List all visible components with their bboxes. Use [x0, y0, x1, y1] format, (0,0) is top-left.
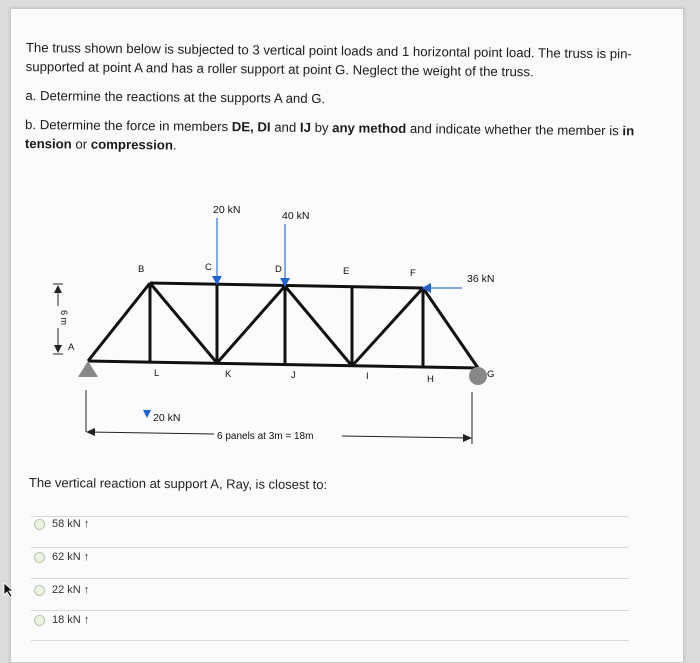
part-b-text: by: [310, 119, 333, 136]
answer-option[interactable]: [34, 581, 89, 599]
part-b-members: IJ: [299, 119, 312, 135]
option-label: 18 kN ↑: [52, 614, 90, 626]
node-label-i: I: [366, 371, 369, 382]
member-ab: [88, 283, 150, 361]
load-c-label: 20 kN: [213, 204, 241, 216]
part-b-text: and indicate whether the member is: [406, 120, 623, 139]
part-b-compression: compression: [90, 136, 174, 153]
answer-option[interactable]: [34, 611, 89, 629]
arrow-down-icon: [54, 345, 62, 353]
radio-button[interactable]: [34, 519, 45, 530]
node-label-j: J: [291, 370, 296, 381]
arrow-up-icon: [54, 285, 62, 293]
divider: [31, 640, 629, 641]
node-label-h: H: [427, 374, 434, 385]
part-a-text: a. Determine the reactions at the supports A and G.: [25, 87, 326, 107]
member-if: [352, 288, 423, 366]
member-di: [285, 286, 352, 366]
span-label: 6 panels at 3m = 18m: [217, 431, 314, 442]
part-b-text: b. Determine the force in members: [25, 116, 232, 135]
divider: [31, 547, 629, 548]
node-label-k: K: [225, 369, 232, 380]
height-label: 6 m: [59, 310, 69, 326]
node-label-a: A: [68, 342, 75, 353]
part-b-members: DE, DI: [231, 119, 271, 135]
node-label-c: C: [205, 262, 212, 273]
part-b-text: or: [71, 136, 91, 152]
member-kd: [217, 286, 285, 363]
radio-button[interactable]: [34, 585, 45, 596]
node-label-g: G: [487, 369, 495, 380]
part-b-text: and: [270, 119, 301, 135]
bottom-chord: [88, 361, 478, 368]
divider: [31, 610, 629, 611]
node-label-b: B: [138, 264, 145, 275]
node-label-d: D: [275, 264, 282, 275]
arrow-down-icon: [143, 410, 151, 418]
arrow-right-icon: [463, 434, 472, 442]
member-fg: [423, 288, 478, 368]
answer-option[interactable]: [34, 548, 89, 566]
option-label: 58 kN ↑: [52, 518, 90, 530]
roller-support-icon: [469, 367, 487, 385]
option-label: 62 kN ↑: [52, 551, 90, 563]
load-f-label: 36 kN: [467, 273, 495, 285]
truss-members: [88, 283, 478, 368]
load-l-label: 20 kN: [153, 412, 181, 424]
divider: [31, 516, 629, 517]
member-bk: [150, 283, 217, 363]
radio-button[interactable]: [34, 615, 45, 626]
part-b-text: .: [172, 137, 177, 153]
node-label-f: F: [410, 268, 416, 279]
radio-button[interactable]: [34, 552, 45, 563]
arrow-left-icon: [86, 428, 95, 436]
part-b-tension: in tension: [24, 123, 635, 152]
prompt-text: The vertical reaction at support A, Ray, is closest to:: [28, 475, 328, 493]
answer-option[interactable]: [34, 515, 89, 533]
node-label-l: L: [154, 368, 160, 379]
load-arrows: [217, 218, 462, 288]
intro-text: The truss shown below is subjected to 3 vertical point loads and 1 horizontal point load. The truss is pin-supported at point A and has a roller support at point G. Neglect the weight of the truss.: [25, 39, 632, 80]
mouse-cursor-icon: [2, 582, 16, 598]
node-label-e: E: [343, 266, 350, 277]
pin-support-icon: [78, 361, 98, 377]
load-d-label: 40 kN: [282, 210, 310, 222]
part-b-method: any method: [332, 120, 407, 136]
option-label: 22 kN ↑: [52, 584, 90, 596]
divider: [31, 578, 629, 579]
